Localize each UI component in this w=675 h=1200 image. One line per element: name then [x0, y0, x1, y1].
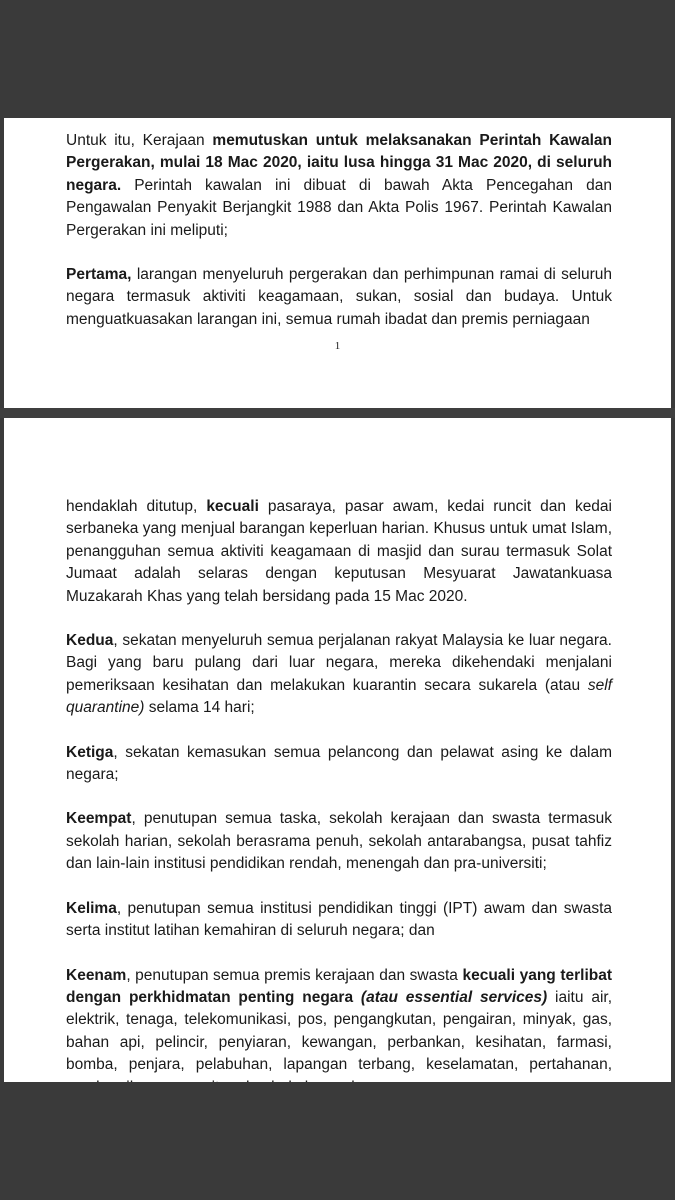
- bold-text: kecuali: [206, 498, 259, 515]
- bold-text: Pertama,: [66, 266, 132, 284]
- paragraph-keenam: Keenam, penutupan semua premis kerajaan dan swasta kecuali yang terlibat dengan perkhidmatan penting negara (atau essential services) iaitu air, elektrik, tenaga, telekomunikasi, pos, pengangkutan, pengairan, minyak, gas, bahan api, pelincir, penyiaran, kewangan, perbankan, kesihatan, farmasi, bomba, penjara, pelabuhan, lapangan terbang, keselamatan, pertahanan,: [66, 966, 613, 1074]
- bold-text: kecuali yang terlibat dengan perkhidmatan penting negara: [66, 966, 613, 1006]
- bold-text: Kedua: [66, 632, 114, 650]
- page-gap: [0, 408, 675, 418]
- document-page-1: [4, 118, 671, 408]
- top-dark-bar: [0, 0, 675, 118]
- paragraph-intro: Untuk itu, Kerajaan memutuskan untuk melaksanakan Perintah Kawalan Pergerakan, mulai 18 Mac 2020, iaitu lusa hingga 31 Mac 2020, di seluruh negara. Perintah kawalan ini dibuat di bawah Akta Pencegahan dan Pengawalan Penyakit Berjangkit 1988 dan Akta Polis 1967. Perintah Kawalan Pergerakan ini meliputi;: [66, 132, 612, 239]
- document-page-2: [4, 418, 671, 1082]
- paragraph-keempat: Keempat, penutupan semua taska, sekolah kerajaan dan swasta termasuk sekolah harian, sekolah berasrama penuh, sekolah antarabangsa, pusat tahfiz dan lain-lain institusi pendidikan rendah, menengah dan pra-universiti;: [66, 810, 612, 873]
- bold-text: Ketiga: [66, 743, 114, 761]
- bold-text: Keempat: [66, 810, 132, 828]
- paragraph-pertama: Pertama, larangan menyeluruh pergerakan dan perhimpunan ramai di seluruh negara termasuk aktiviti keagamaan, sukan, sosial dan budaya. Untuk menguatkuasakan larangan ini, semua rumah ibadat dan premis perniagaan: [66, 266, 612, 328]
- bottom-dark-bar: [0, 1082, 675, 1200]
- paragraph-ketiga: Ketiga, sekatan kemasukan semua pelancong dan pelawat asing ke dalam negara;: [66, 743, 612, 784]
- italic-text: self quarantine): [66, 676, 612, 717]
- bold-italic-text: (atau essential services): [360, 988, 548, 1006]
- bold-text: Kelima: [66, 899, 117, 917]
- paragraph-kedua: Kedua, sekatan menyeluruh semua perjalanan rakyat Malaysia ke luar negara. Bagi yang baru pulang dari luar negara, mereka dikehendaki menjalani pemeriksaan kesihatan dan melakukan kuarantin secara sukarela (atau self quarantine) selama 14 hari;: [66, 632, 612, 717]
- bold-text: memutuskan untuk melaksanakan Perintah Kawalan Pergerakan, mulai 18 Mac 2020, iaitu lusa hingga 31 Mac 2020, di seluruh negara.: [66, 132, 612, 194]
- page-number: 1: [334, 340, 341, 352]
- paragraph-kelima: Kelima, penutupan semua institusi pendidikan tinggi (IPT) awam dan swasta serta institut latihan kemahiran di seluruh negara; dan: [66, 899, 612, 940]
- bold-text: Keenam: [66, 966, 127, 984]
- paragraph-continuation: hendaklah ditutup, kecuali pasaraya, pasar awam, kedai runcit dan kedai serbaneka yang menjual barangan keperluan harian. Khusus untuk umat Islam, penangguhan semua aktiviti keagamaan di masjid dan surau termasuk Solat Jumaat adalah selaras dengan keputusan Mesyuarat Jawatankuasa Muzakarah Khas yang telah bersidang pada 15 Mac 2020.: [66, 498, 612, 605]
